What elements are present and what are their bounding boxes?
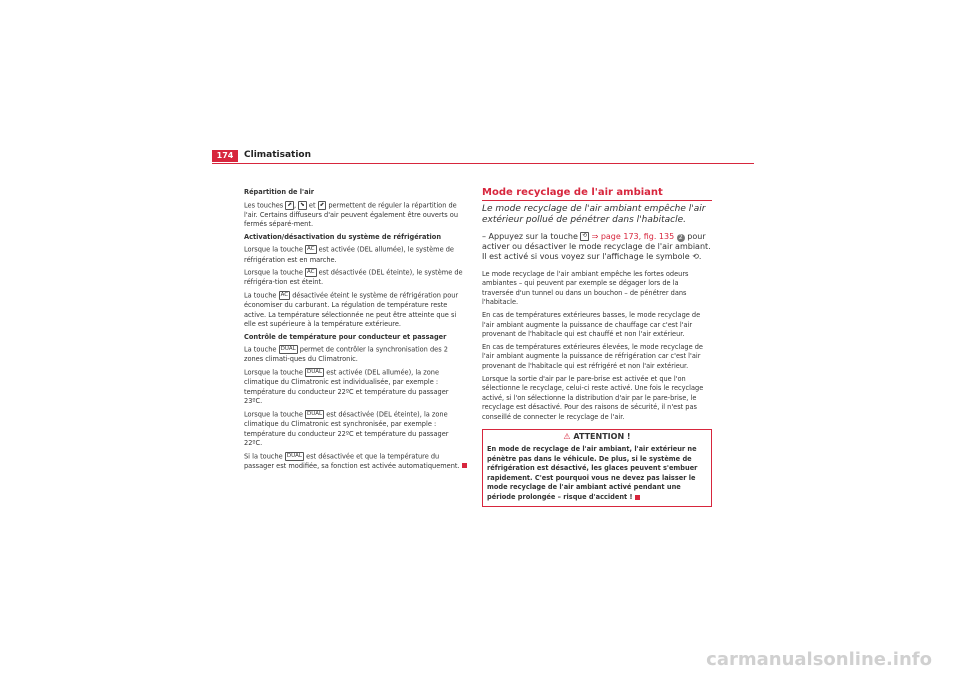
paragraph: Si la touche DUAL est désactivée et que la température du passager est modifiée, sa fonction est activée automatiquement. — [244, 452, 468, 472]
heading-temperature-control: Contrôle de température pour conducteur et passager — [244, 332, 447, 341]
running-title: Climatisation — [244, 150, 312, 160]
paragraph: Lorsque la touche AC est activée (DEL allumée), le système de réfrigération est en marche. — [244, 245, 454, 264]
paragraph: La touche DUAL permet de contrôler la synchronisation des 2 zones climati-ques du Climatronic. — [244, 345, 448, 364]
paragraph: Lorsque la touche DUAL est activée (DEL allumée), la zone climatique du Climatronic est individualisée, par exemple : température du conducteur 22ºC et température du passager 23ºC. — [244, 368, 449, 406]
page-reference-link[interactable]: ⇒ page 173, fig. 135 — [591, 231, 675, 241]
page-number: 174 — [212, 150, 238, 162]
recirculation-symbol-icon: ⟲ — [692, 251, 699, 261]
paragraph: Lorsque la sortie d'air par le pare-brise est activée et que l'on sélectionne le recyclage, celui-ci reste activé. Une fois le recyclage activé, si l'on sélectionne la distribution d'air par le pare-brise, le recyclage est désactivé. Pour des raisons de sécurité, il n'est pas conseillé de connecter le recyclage de l'air. — [482, 374, 704, 421]
paragraph: En cas de températures extérieures basses, le mode recyclage de l'air ambiant augmente la puissance de chauffage car c'est l'air provenant de l'habitacle qui est chauffé et non l'air extérieur. — [482, 310, 701, 339]
paragraph: Lorsque la touche AC est désactivée (DEL éteinte), le système de réfrigéra-tion est éteint. — [244, 268, 463, 287]
header-rule — [212, 163, 754, 164]
button-icon: ⬈ — [287, 201, 292, 208]
heading-cooling: Activation/désactivation du système de réfrigération — [244, 232, 442, 241]
instruction-step: – Appuyez sur la touche ⟲ ⇒ page 173, fig. 135 2 pour activer ou désactiver le mode recyclage de l'air ambiant. Il est activé si vous voyez sur l'affichage le symbole ⟲. — [482, 231, 711, 261]
end-mark-icon — [635, 495, 640, 500]
paragraph: La touche AC désactivée éteint le système de réfrigération pour économiser du carburant. La régulation de température reste active. La température sélectionnée ne peut être atteinte que si elle est supérieure à la température extérieure. — [244, 291, 459, 329]
paragraph: Lorsque la touche DUAL est désactivée (DEL éteinte), la zone climatique du Climatronic est synchronisée, par exemple : température du conducteur 22ºC et température du passager 22ºC. — [244, 410, 449, 448]
callout-number: 2 — [677, 234, 685, 242]
button-icon: ⬋ — [319, 201, 325, 208]
section-title: Mode recyclage de l'air ambiant — [482, 188, 712, 201]
paragraph: Les touches ⬈ , ⬊ et ⬋ permettent de réguler la répartition de l'air. Certains diffuseurs d'air peuvent également être ouverts ou fermés séparé-ment. — [244, 201, 459, 229]
watermark: carmanualsonline.info — [706, 649, 932, 670]
warning-triangle-icon: ⚠ — [563, 431, 571, 441]
left-column — [244, 188, 468, 474]
warning-text: En mode de recyclage de l'air ambiant, l'air extérieur ne pénètre pas dans le véhicule. De plus, si le système de réfrigération est désactivé, les glaces peuvent s'embuer rapidement. C'est pourquoi vous ne devez pas laisser le mode recyclage de l'air ambiant activé pendant une période prolongée – risque d'accident ! — [487, 445, 698, 502]
section-intro: Le mode recyclage de l'air ambiant empêche l'air extérieur pollué de pénétrer dans l'habitacle. — [482, 203, 706, 225]
paragraph: En cas de températures extérieures élevées, le mode recyclage de l'air ambiant augmente la puissance de réfrigération car c'est l'air provenant de l'habitacle qui est réfrigéré et non l'air extérieur. — [482, 342, 703, 370]
heading-air-distribution: Répartition de l'air — [244, 188, 315, 196]
warning-box — [482, 429, 712, 507]
button-icon: ⬊ — [300, 201, 305, 208]
paragraph: Le mode recyclage de l'air ambiant empêche les fortes odeurs ambiantes – qui peuvent par exemple se dégager lors de la traversée d'un tunnel ou dans un bouchon – de pénétrer dans l'habitacle. — [482, 269, 689, 307]
right-column — [482, 188, 712, 507]
recirculation-button-icon: ⟲ — [582, 232, 588, 239]
warning-header: ⚠ ATTENTION ! — [563, 431, 631, 441]
end-mark-icon — [462, 463, 467, 468]
